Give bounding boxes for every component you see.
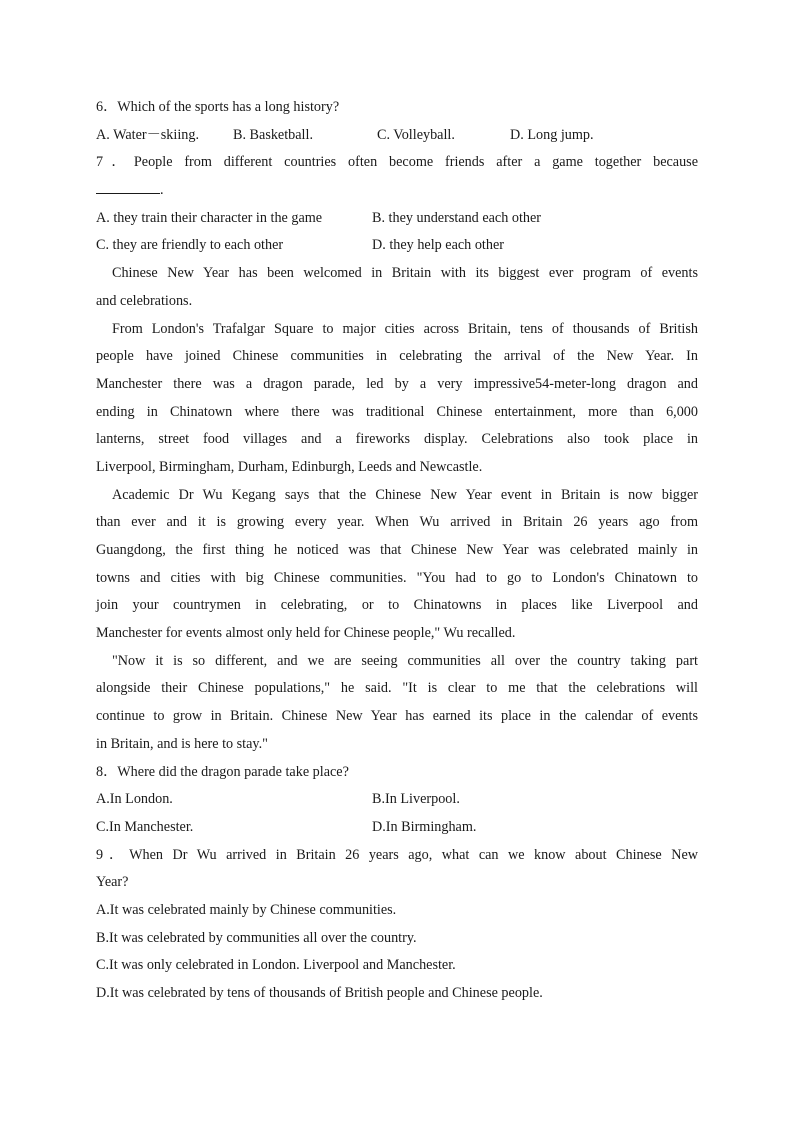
question-7-options-row-1	[96, 205, 698, 233]
question-8-options-row-2	[96, 814, 698, 842]
question-9-stem: 9．When Dr Wu arrived in Britain 26 years ago, what can we know about Chinese New	[96, 846, 698, 863]
passage-line: lanterns, street food villages and a fireworks display. Celebrations also took place in	[96, 431, 698, 448]
question-8-stem: 8．Where did the dragon parade take place?	[96, 763, 349, 780]
question-7-blank-line	[96, 177, 698, 205]
passage-paragraph-2	[96, 316, 698, 482]
answer-blank	[96, 179, 160, 194]
question-8-options-row-1	[96, 786, 698, 814]
question-8-option-c: C.In Manchester.	[96, 818, 194, 835]
passage-line: join your countrymen in celebrating, or to Chinatowns in places like Liverpool and	[96, 597, 698, 614]
question-6-option-c: C. Volleyball.	[377, 126, 455, 143]
passage-line: in Britain, and is here to stay."	[96, 735, 268, 752]
question-8-option-d: D.In Birmingham.	[372, 818, 477, 835]
passage-line: From London's Trafalgar Square to major cities across Britain, tens of thousands of British	[112, 320, 698, 337]
question-6-stem: 6．Which of the sports has a long history?	[96, 99, 340, 115]
question-9-option-c: C.It was only celebrated in London. Liverpool and Manchester.	[96, 957, 456, 974]
passage-paragraph-4	[96, 648, 698, 759]
question-7-options-row-2	[96, 232, 698, 260]
passage-line: Chinese New Year has been welcomed in Britain with its biggest ever program of events	[112, 265, 698, 282]
worksheet-page	[96, 94, 698, 1008]
question-9-option-b: B.It was celebrated by communities all over the country.	[96, 929, 417, 946]
passage-line: alongside their Chinese populations," he said. "It is clear to me that the celebrations will	[96, 680, 698, 697]
question-9-option-a: A.It was celebrated mainly by Chinese communities.	[96, 901, 397, 918]
passage-paragraph-3	[96, 482, 698, 648]
question-6-option-d: D. Long jump.	[510, 126, 594, 143]
question-7-stem: 7．People from different countries often become friends after a game together because	[96, 154, 698, 171]
passage-line: Manchester for events almost only held for Chinese people," Wu recalled.	[96, 625, 516, 642]
passage-paragraph-1	[96, 260, 698, 315]
question-7-option-d: D. they help each other	[372, 237, 504, 254]
question-8-option-a: A.In London.	[96, 791, 173, 808]
question-7-option-a: A. they train their character in the game	[96, 209, 323, 226]
passage-line: and celebrations.	[96, 292, 193, 309]
passage-line: Academic Dr Wu Kegang says that the Chinese New Year event in Britain is now bigger	[112, 486, 698, 503]
question-7-option-b: B. they understand each other	[372, 209, 542, 226]
question-7-option-c: C. they are friendly to each other	[96, 237, 284, 254]
question-7-stem-end: .	[160, 182, 164, 199]
passage-line: Guangdong, the first thing he noticed was that Chinese New Year was celebrated mainly in	[96, 542, 698, 558]
passage-line: Manchester there was a dragon parade, led by a very impressive54-meter-long dragon and	[96, 375, 698, 392]
question-9-stem-cont: Year?	[96, 874, 129, 891]
question-6-option-b: B. Basketball.	[233, 126, 313, 143]
passage-line: ending in Chinatown where there was traditional Chinese entertainment, more than 6,000	[96, 403, 698, 420]
question-6-option-a: A. Water－skiing.	[96, 126, 200, 143]
passage-line: than ever and it is growing every year. When Wu arrived in Britain 26 years ago from	[96, 514, 698, 531]
passage-line: continue to grow in Britain. Chinese New Year has earned its place in the calendar of events	[96, 708, 698, 725]
passage-line: "Now it is so different, and we are seeing communities all over the country taking part	[112, 652, 698, 669]
passage-line: towns and cities with big Chinese communities. "You had to go to London's Chinatown to	[96, 569, 698, 586]
passage-line: people have joined Chinese communities in celebrating the arrival of the New Year. In	[96, 348, 698, 365]
question-8-option-b: B.In Liverpool.	[372, 791, 460, 808]
passage-line: Liverpool, Birmingham, Durham, Edinburgh, Leeds and Newcastle.	[96, 458, 483, 475]
question-6-options	[96, 122, 698, 150]
question-9-option-d: D.It was celebrated by tens of thousands of British people and Chinese people.	[96, 985, 543, 1001]
